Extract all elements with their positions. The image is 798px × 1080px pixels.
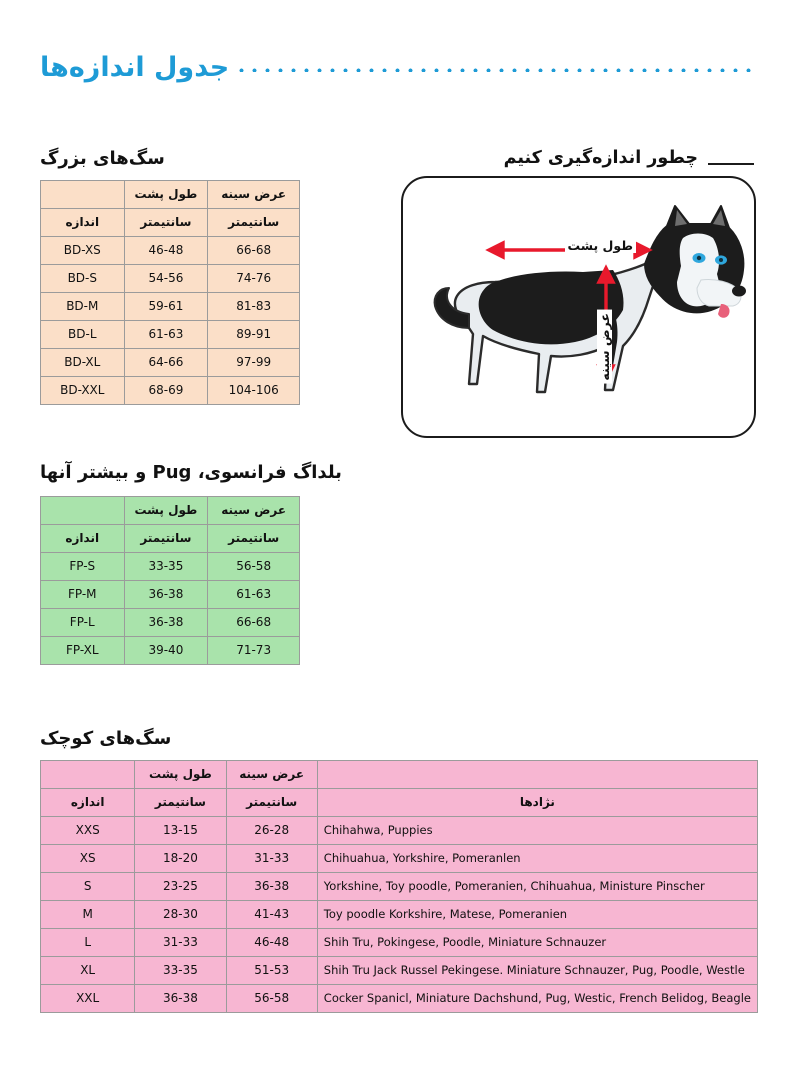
table-row [41,349,300,377]
section-title-large-dogs: سگ‌های بزرگ [40,148,165,169]
cell-back: 33-35 [124,553,208,581]
cell-chest: 81-83 [208,293,300,321]
cell-back: 36-38 [124,609,208,637]
cell-size: BD-XS [41,237,125,265]
header-unit-back: سانتیمتر [124,525,208,553]
table-row [41,817,758,845]
header-chest-width: عرض سینه [208,497,300,525]
header-back-length: طول پشت [124,181,208,209]
cell-back: 61-63 [124,321,208,349]
header-unit-back: سانتیمتر [135,789,226,817]
table-row [41,265,300,293]
header-back-length: طول پشت [124,497,208,525]
table-row [41,845,758,873]
table-header-row [41,789,758,817]
table-row [41,957,758,985]
cell-back: 46-48 [124,237,208,265]
header-size: اندازه [41,789,135,817]
cell-chest: 56-58 [226,985,317,1013]
cell-size: S [41,873,135,901]
header-chest-width: عرض سینه [226,761,317,789]
header-unit-back: سانتیمتر [124,209,208,237]
cell-size: BD-XXL [41,377,125,405]
cell-chest: 71-73 [208,637,300,665]
table-small-dogs [40,760,758,1013]
table-row [41,293,300,321]
back-length-label: طول پشت [565,238,636,253]
cell-chest: 56-58 [208,553,300,581]
cell-size: BD-M [41,293,125,321]
cell-breeds: Cocker Spanicl, Miniature Dachshund, Pug, Westic, French Belidog, Beagle [317,985,757,1013]
cell-chest: 41-43 [226,901,317,929]
header-blank [41,181,125,209]
cell-chest: 61-63 [208,581,300,609]
cell-back: 64-66 [124,349,208,377]
cell-chest: 46-48 [226,929,317,957]
cell-back: 33-35 [135,957,226,985]
cell-size: XXS [41,817,135,845]
table-row [41,873,758,901]
header-size: اندازه [41,209,125,237]
cell-back: 31-33 [135,929,226,957]
header-breeds: نژادها [317,789,757,817]
header-back-length: طول پشت [135,761,226,789]
cell-chest: 89-91 [208,321,300,349]
section-title-flat-faced: بلداگ فرانسوی، Pug و بیشتر آنها [40,462,342,483]
cell-back: 28-30 [135,901,226,929]
cell-back: 18-20 [135,845,226,873]
cell-size: FP-S [41,553,125,581]
cell-breeds: Yorkshine, Toy poodle, Pomeranien, Chihuahua, Ministure Pinscher [317,873,757,901]
cell-chest: 31-33 [226,845,317,873]
table-row [41,321,300,349]
cell-breeds: Chihahwa, Puppies [317,817,757,845]
cell-back: 68-69 [124,377,208,405]
cell-breeds: Toy poodle Korkshire, Matese, Pomeranien [317,901,757,929]
cell-chest: 51-53 [226,957,317,985]
header-unit-chest: سانتیمتر [226,789,317,817]
table-header-row [41,761,758,789]
table-row [41,609,300,637]
cell-size: BD-L [41,321,125,349]
chest-width-label: عرض سینه [597,310,612,384]
cell-size: BD-S [41,265,125,293]
cell-back: 54-56 [124,265,208,293]
table-row [41,553,300,581]
header-blank [41,761,135,789]
cell-breeds: Chihuahua, Yorkshire, Pomeranlen [317,845,757,873]
header-unit-chest: سانتیمتر [208,525,300,553]
cell-size: XXL [41,985,135,1013]
how-to-measure-leader-line [708,163,754,165]
cell-back: 13-15 [135,817,226,845]
cell-chest: 66-68 [208,609,300,637]
cell-back: 39-40 [124,637,208,665]
cell-chest: 97-99 [208,349,300,377]
cell-chest: 74-76 [208,265,300,293]
header-size: اندازه [41,525,125,553]
page-header [0,44,798,90]
table-row [41,581,300,609]
table-row [41,237,300,265]
table-flat-faced [40,496,300,665]
table-row [41,637,300,665]
cell-size: L [41,929,135,957]
header-blank-breeds [317,761,757,789]
cell-size: FP-XL [41,637,125,665]
header-blank [41,497,125,525]
how-to-measure-title: چطور اندازه‌گیری کنیم [503,148,698,168]
table-row [41,929,758,957]
cell-back: 59-61 [124,293,208,321]
table-row [41,901,758,929]
header-unit-chest: سانتیمتر [208,209,300,237]
cell-size: FP-M [41,581,125,609]
table-large-dogs [40,180,300,405]
cell-size: XS [41,845,135,873]
cell-breeds: Shih Tru Jack Russel Pekingese. Miniature Schnauzer, Pug, Poodle, Westle [317,957,757,985]
cell-chest: 26-28 [226,817,317,845]
cell-chest: 36-38 [226,873,317,901]
table-row [41,377,300,405]
table-header-row [41,525,300,553]
cell-chest: 104-106 [208,377,300,405]
cell-size: M [41,901,135,929]
page-title: جدول اندازه‌ها [40,51,230,83]
table-header-row [41,497,300,525]
cell-size: XL [41,957,135,985]
cell-back: 36-38 [135,985,226,1013]
cell-breeds: Shih Tru, Pokingese, Poodle, Miniature Schnauzer [317,929,757,957]
cell-back: 23-25 [135,873,226,901]
table-row [41,985,758,1013]
husky-illustration [401,178,754,438]
cell-size: BD-XL [41,349,125,377]
how-to-measure-card [401,176,756,438]
cell-chest: 66-68 [208,237,300,265]
cell-back: 36-38 [124,581,208,609]
table-header-row [41,209,300,237]
title-dotted-rule [235,57,758,77]
header-chest-width: عرض سینه [208,181,300,209]
section-title-small-dogs: سگ‌های کوچک [40,728,172,749]
table-header-row [41,181,300,209]
cell-size: FP-L [41,609,125,637]
